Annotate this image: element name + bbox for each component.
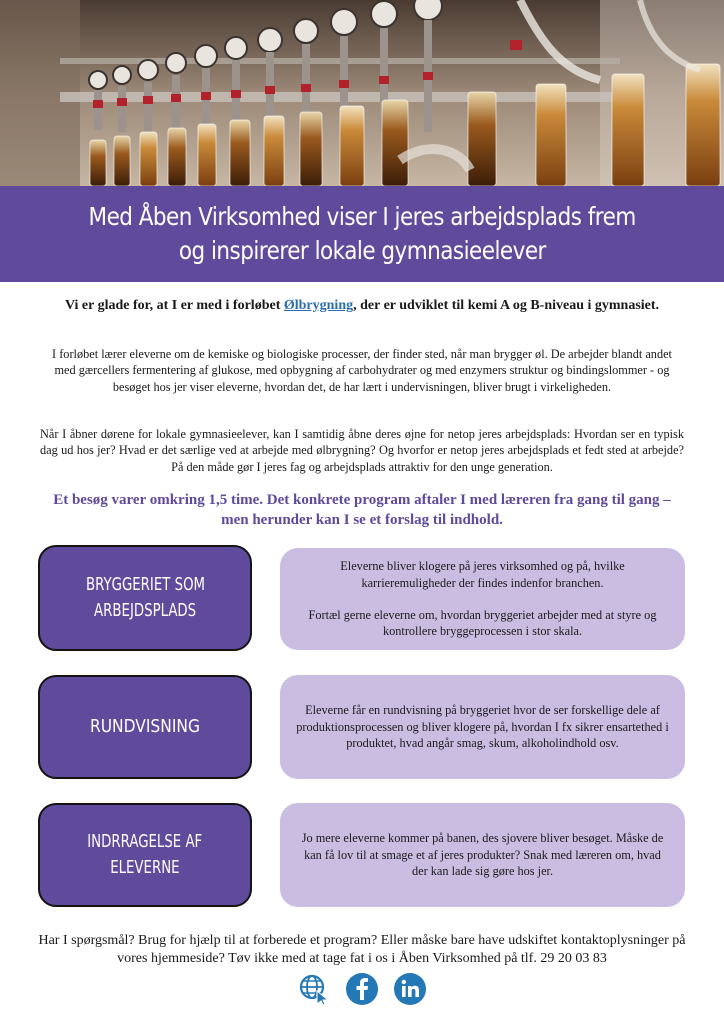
- intro-text: [60, 296, 664, 316]
- contact-footer: Har I spørgsmål? Brug for hjælp til at forberede et program? Eller måske bare have udskiftet kontaktoplysninger på vores hjemmeside? Tøv ikke med at tage fat i os i Åben Virksomhed på tlf. 29 20 03 83: [38, 933, 686, 966]
- intro-before: Vi er glade for, at I er med i forløbet: [64, 298, 284, 313]
- program-description-tour: [280, 675, 685, 779]
- program-description-text: Jo mere eleverne kommer på banen, des sjovere bliver besøget. Måske de kan få lov til at smage et af jeres produkter? Snak med læreren om, hvad der kan lade sig gøre hos jer.: [301, 831, 664, 879]
- program-label-student-involvement: [38, 803, 252, 907]
- program-label-line: ARBEJDSPLADS: [93, 600, 197, 621]
- social-links: [0, 973, 724, 1005]
- paragraph-open-doors: Når I åbner dørene for lokale gymnasieelever, kan I samtidig åbne deres øjne for netop jeres arbejdsplads: Hvordan ser en typisk dag ud hos jer? Hvad er det særlige ved at arbejde med ølbrygning? Og hvorfor er netop jeres arbejdsplads et fedt sted at arbejde? På den måde gør I jeres fag og arbejdsplads attraktiv for den unge generation.: [40, 427, 684, 474]
- brewery-taps-illustration: [0, 0, 724, 186]
- program-label-line: ELEVERNE: [110, 857, 180, 878]
- program-label-line: INDRRAGELSE AF: [87, 831, 203, 852]
- page-title-line-1: Med Åben Virksomhed viser I jeres arbejdsplads frem: [88, 202, 636, 231]
- program-description-brewery-workplace: [280, 548, 685, 650]
- web-icon[interactable]: [298, 973, 330, 1005]
- program-description-text: Eleverne bliver klogere på jeres virksomhed og på, hvilke karrieremuligheder der findes indenfor branchen.: [340, 559, 625, 590]
- title-banner: [0, 186, 724, 282]
- page-title-line-2: og inspirerer lokale gymnasieelever: [178, 236, 546, 265]
- program-label-brewery-workplace: [38, 545, 252, 651]
- program-description-text: Fortæl gerne eleverne om, hvordan bryggeriet arbejder med at styre og kontrollere bryggeprocessen i stor skala.: [308, 608, 657, 639]
- program-label-line: RUNDVISNING: [89, 716, 201, 737]
- linkedin-icon[interactable]: [394, 973, 426, 1005]
- program-description-text: Eleverne får en rundvisning på bryggeriet hvor de ser forskellige dele af produktionsprocessen og bliver klogere på, hvordan I fx sikrer ensartethed i produktet, hvad angår smag, skum, alkoholindhold osv.: [296, 703, 669, 751]
- hero-brewery-photo: [0, 0, 724, 186]
- facebook-icon[interactable]: [346, 973, 378, 1005]
- program-label-line: BRYGGERIET SOM: [85, 574, 205, 595]
- paragraph-course-description: I forløbet lærer eleverne om de kemiske og biologiske processer, der finder sted, når man brygger øl. De arbejder blandt andet med gærcellers fermentering af glukose, med opbygning af carbohydrater og med enzymers struktur og bindingslommer - og besøget hos jer viser eleverne, hvordan det, de har lært i undervisningen, bliver brugt i virkeligheden.: [52, 347, 672, 394]
- visit-duration-note: Et besøg varer omkring 1,5 time. Det konkrete program aftaler I med læreren fra gang til gang – men herunder kan I se et forslag til indhold.: [53, 492, 671, 528]
- program-description-student-involvement: [280, 803, 685, 907]
- intro-after: , der er udviklet til kemi A og B-niveau i gymnasiet.: [353, 298, 660, 313]
- olbrygning-link[interactable]: Ølbrygning: [283, 298, 354, 313]
- program-label-tour: [38, 675, 252, 779]
